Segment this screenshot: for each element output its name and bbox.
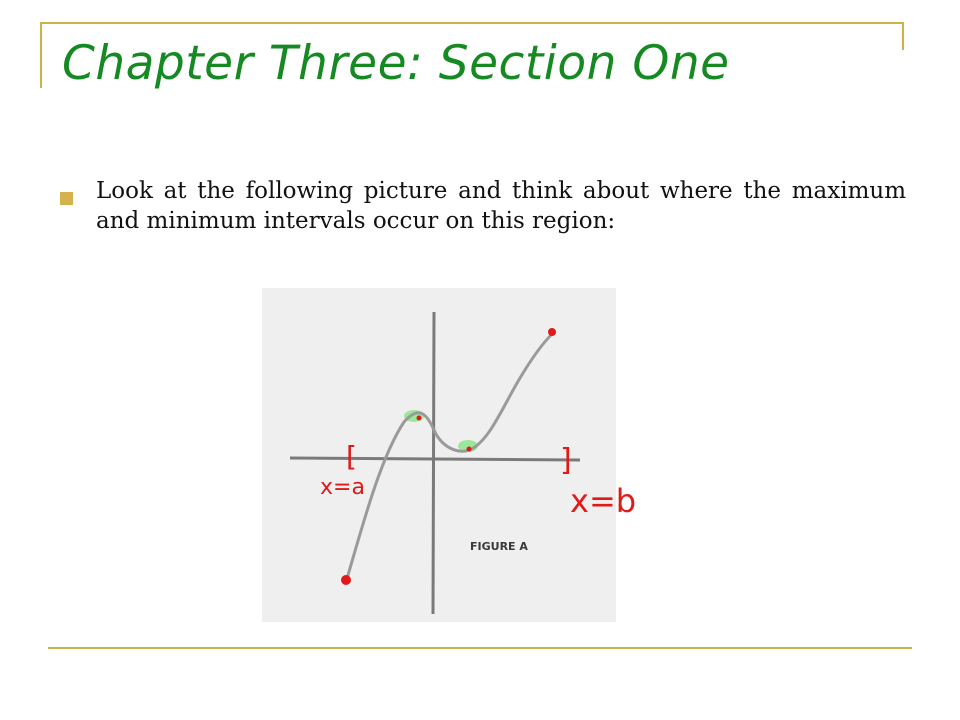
top-rule [40, 22, 904, 24]
max-dot [417, 416, 422, 421]
left-rule [40, 22, 42, 88]
function-figure [262, 288, 616, 622]
right-interval-label: x=b [570, 482, 637, 520]
left-bracket-label: [ [346, 440, 357, 473]
bullet-square-icon [60, 192, 73, 205]
left-interval-label: x=a [320, 475, 365, 500]
left-endpoint-dot [341, 575, 351, 585]
figure-caption: FIGURE A [470, 540, 528, 553]
right-endpoint-dot [548, 328, 556, 336]
right-bracket-label: ] [560, 443, 572, 478]
min-dot [467, 447, 472, 452]
bullet-text: Look at the following picture and think about where the maximum and minimum intervals occur on this region: [96, 178, 906, 234]
slide-title: Chapter Three: Section One [62, 36, 730, 91]
bottom-rule [48, 647, 912, 649]
y-axis [433, 312, 434, 614]
figure-graphic [262, 288, 616, 622]
right-rule [902, 22, 904, 50]
right-interval-annotation [560, 474, 660, 524]
